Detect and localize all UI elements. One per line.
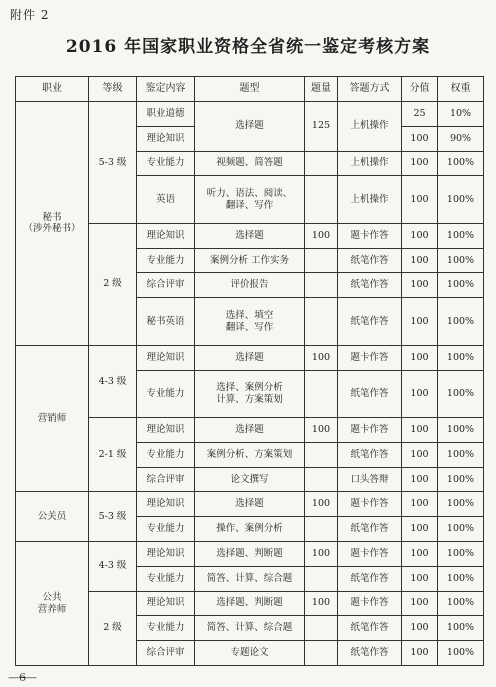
score-cell: 100 — [402, 418, 438, 443]
table-row — [16, 102, 484, 127]
score-cell: 100 — [402, 542, 438, 567]
page-number: —6— — [8, 671, 37, 684]
question-type-cell: 专题论文 — [195, 641, 305, 666]
answer-method-cell: 题卡作答 — [338, 223, 402, 248]
score-cell: 25 — [402, 102, 438, 127]
question-count-cell — [305, 566, 338, 591]
question-count-cell — [305, 641, 338, 666]
answer-method-cell: 题卡作答 — [338, 418, 402, 443]
question-type-cell: 简答、计算、综合题 — [195, 616, 305, 641]
answer-method-cell: 纸笔作答 — [338, 616, 402, 641]
question-type-cell: 选择题 — [195, 223, 305, 248]
content-cell: 理论知识 — [137, 418, 195, 443]
header-weight: 权重 — [438, 77, 484, 102]
header-question-type: 题型 — [195, 77, 305, 102]
content-cell: 综合评审 — [137, 467, 195, 492]
question-type-cell: 选择题 — [195, 345, 305, 370]
weight-cell: 100% — [438, 467, 484, 492]
weight-cell: 100% — [438, 223, 484, 248]
question-type-cell: 论文撰写 — [195, 467, 305, 492]
answer-method-cell: 上机操作 — [338, 102, 402, 152]
answer-method-cell: 纸笔作答 — [338, 517, 402, 542]
score-cell: 100 — [402, 591, 438, 616]
question-count-cell: 100 — [305, 345, 338, 370]
question-type-cell: 选择题 — [195, 102, 305, 152]
content-cell: 理论知识 — [137, 492, 195, 517]
weight-cell: 100% — [438, 298, 484, 346]
level-cell: 2 级 — [89, 223, 137, 345]
level-cell: 5-3 级 — [89, 102, 137, 224]
table-row — [16, 542, 484, 567]
level-cell: 2-1 级 — [89, 418, 137, 492]
occupation-cell: 营销师 — [16, 345, 89, 492]
content-cell: 理论知识 — [137, 223, 195, 248]
weight-cell: 100% — [438, 418, 484, 443]
answer-method-cell: 题卡作答 — [338, 345, 402, 370]
weight-cell: 100% — [438, 151, 484, 176]
weight-cell: 100% — [438, 248, 484, 273]
weight-cell: 100% — [438, 542, 484, 567]
answer-method-cell: 题卡作答 — [338, 591, 402, 616]
score-cell: 100 — [402, 467, 438, 492]
header-level: 等级 — [89, 77, 137, 102]
assessment-table — [15, 76, 484, 666]
question-type-cell: 选择题 — [195, 418, 305, 443]
score-cell: 100 — [402, 345, 438, 370]
answer-method-cell: 纸笔作答 — [338, 442, 402, 467]
question-count-cell — [305, 370, 338, 418]
weight-cell: 90% — [438, 126, 484, 151]
answer-method-cell: 题卡作答 — [338, 492, 402, 517]
question-type-cell: 选择、案例分析 计算、方案策划 — [195, 370, 305, 418]
table-row — [16, 345, 484, 370]
answer-method-cell: 纸笔作答 — [338, 641, 402, 666]
question-type-cell: 简答、计算、综合题 — [195, 566, 305, 591]
answer-method-cell: 口头答辩 — [338, 467, 402, 492]
answer-method-cell: 纸笔作答 — [338, 273, 402, 298]
weight-cell: 100% — [438, 442, 484, 467]
score-cell: 100 — [402, 273, 438, 298]
content-cell: 理论知识 — [137, 345, 195, 370]
weight-cell: 100% — [438, 492, 484, 517]
weight-cell: 100% — [438, 641, 484, 666]
level-cell: 4-3 级 — [89, 542, 137, 592]
question-count-cell — [305, 442, 338, 467]
question-count-cell — [305, 273, 338, 298]
weight-cell: 100% — [438, 176, 484, 224]
header-answer-method: 答题方式 — [338, 77, 402, 102]
question-count-cell: 100 — [305, 418, 338, 443]
question-count-cell — [305, 151, 338, 176]
content-cell: 专业能力 — [137, 566, 195, 591]
question-count-cell: 125 — [305, 102, 338, 152]
answer-method-cell: 上机操作 — [338, 151, 402, 176]
question-count-cell: 100 — [305, 492, 338, 517]
question-type-cell: 选择、填空 翻译、写作 — [195, 298, 305, 346]
score-cell: 100 — [402, 223, 438, 248]
question-count-cell — [305, 517, 338, 542]
question-type-cell: 操作、案例分析 — [195, 517, 305, 542]
answer-method-cell: 纸笔作答 — [338, 248, 402, 273]
question-count-cell: 100 — [305, 542, 338, 567]
answer-method-cell: 题卡作答 — [338, 542, 402, 567]
occupation-cell: 公共 营养师 — [16, 542, 89, 666]
answer-method-cell: 上机操作 — [338, 176, 402, 224]
question-count-cell — [305, 176, 338, 224]
score-cell: 100 — [402, 151, 438, 176]
question-type-cell: 选择题、判断题 — [195, 591, 305, 616]
answer-method-cell: 纸笔作答 — [338, 566, 402, 591]
score-cell: 100 — [402, 442, 438, 467]
score-cell: 100 — [402, 370, 438, 418]
content-cell: 秘书英语 — [137, 298, 195, 346]
level-cell: 5-3 级 — [89, 492, 137, 542]
content-cell: 理论知识 — [137, 126, 195, 151]
content-cell: 专业能力 — [137, 151, 195, 176]
header-score: 分值 — [402, 77, 438, 102]
content-cell: 专业能力 — [137, 370, 195, 418]
header-content: 鉴定内容 — [137, 77, 195, 102]
table-row — [16, 492, 484, 517]
weight-cell: 100% — [438, 591, 484, 616]
weight-cell: 100% — [438, 273, 484, 298]
score-cell: 100 — [402, 176, 438, 224]
question-type-cell: 听力、语法、阅读、 翻译、写作 — [195, 176, 305, 224]
content-cell: 专业能力 — [137, 442, 195, 467]
question-count-cell — [305, 298, 338, 346]
score-cell: 100 — [402, 641, 438, 666]
score-cell: 100 — [402, 298, 438, 346]
occupation-cell: 秘书 （涉外秘书） — [16, 102, 89, 346]
content-cell: 综合评审 — [137, 273, 195, 298]
content-cell: 专业能力 — [137, 517, 195, 542]
attachment-label: 附件 2 — [10, 8, 50, 22]
content-cell: 综合评审 — [137, 641, 195, 666]
weight-cell: 100% — [438, 566, 484, 591]
occupation-cell: 公关员 — [16, 492, 89, 542]
question-type-cell: 评价报告 — [195, 273, 305, 298]
question-count-cell: 100 — [305, 223, 338, 248]
question-type-cell: 选择题 — [195, 492, 305, 517]
header-question-count: 题量 — [305, 77, 338, 102]
content-cell: 理论知识 — [137, 591, 195, 616]
answer-method-cell: 纸笔作答 — [338, 298, 402, 346]
level-cell: 4-3 级 — [89, 345, 137, 417]
content-cell: 专业能力 — [137, 616, 195, 641]
question-count-cell — [305, 467, 338, 492]
content-cell: 理论知识 — [137, 542, 195, 567]
question-count-cell — [305, 616, 338, 641]
score-cell: 100 — [402, 248, 438, 273]
score-cell: 100 — [402, 517, 438, 542]
content-cell: 专业能力 — [137, 248, 195, 273]
content-cell: 英语 — [137, 176, 195, 224]
question-type-cell: 案例分析 工作实务 — [195, 248, 305, 273]
table-header-row — [16, 77, 484, 102]
question-type-cell: 案例分析、方案策划 — [195, 442, 305, 467]
content-cell: 职业道德 — [137, 102, 195, 127]
weight-cell: 100% — [438, 370, 484, 418]
score-cell: 100 — [402, 616, 438, 641]
level-cell: 2 级 — [89, 591, 137, 665]
score-cell: 100 — [402, 492, 438, 517]
weight-cell: 100% — [438, 616, 484, 641]
document-title: 2016 年国家职业资格全省统一鉴定考核方案 — [65, 37, 431, 57]
question-type-cell: 选择题、判断题 — [195, 542, 305, 567]
question-type-cell: 视频题、简答题 — [195, 151, 305, 176]
score-cell: 100 — [402, 126, 438, 151]
question-count-cell: 100 — [305, 591, 338, 616]
weight-cell: 100% — [438, 345, 484, 370]
question-count-cell — [305, 248, 338, 273]
header-occupation: 职业 — [16, 77, 89, 102]
score-cell: 100 — [402, 566, 438, 591]
weight-cell: 100% — [438, 517, 484, 542]
answer-method-cell: 纸笔作答 — [338, 370, 402, 418]
weight-cell: 10% — [438, 102, 484, 127]
